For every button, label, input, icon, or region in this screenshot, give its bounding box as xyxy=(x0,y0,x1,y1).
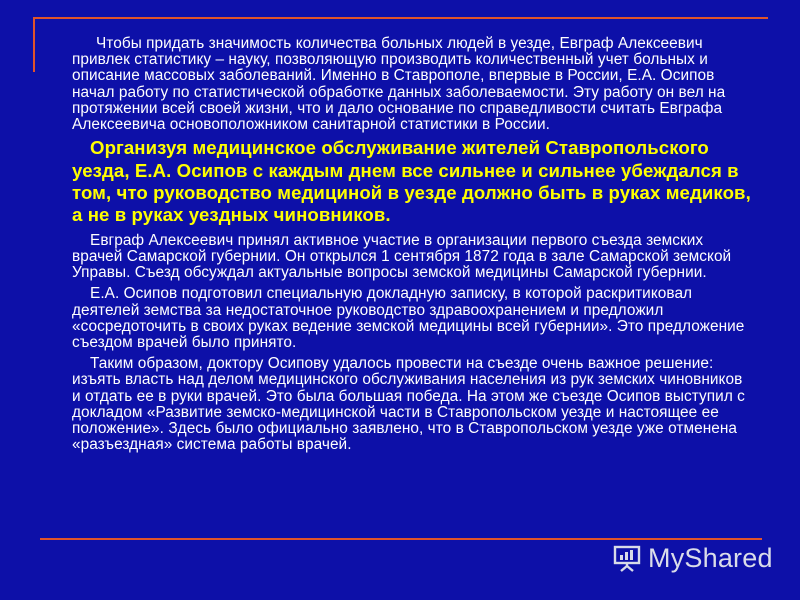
slide-body xyxy=(72,36,752,453)
paragraph-statistics: Чтобы придать значимость количества больных людей в уезде, Евграф Алексеевич привлек статистику – науку, позволяющую производить количественный учет больных и описание массовых заболеваний. Именно в Ставрополе, впервые в России, Е.А. Осипов начал работу по статистической обработке данных заболеваемости. Эту работу он вел на протяжении всей своей жизни, что и дало основание по справедливости считать Евграфа Алексеевича основоположником санитарной статистики в России. xyxy=(72,35,726,134)
watermark-text: MyShared xyxy=(648,542,773,573)
watermark xyxy=(612,538,782,578)
left-rule xyxy=(33,17,35,72)
paragraph-decision: Таким образом, доктору Осипову удалось провести на съезде очень важное решение: изъять власть над делом медицинского обслуживания населения из рук земских чиновников и отдать ее в руки врачей. Это была большая победа. На этом же съезде Осипов выступил с докладом «Развитие земско-медицинской части в Ставропольском уезде и настоящее ее положение». Здесь было официально заявлено, что в Ставропольском уезде уже отменена «разъездная» система работы врачей. xyxy=(72,355,745,454)
top-rule xyxy=(33,17,768,19)
paragraph-congress: Евграф Алексеевич принял активное участие в организации первого съезда земских врачей Самарской губернии. Он открылся 1 сентября 1872 года в зале Самарской земской Управы. Съезд обсуждал актуальные вопросы земской медицины Самарской губернии. xyxy=(72,231,732,282)
paragraph-memo: Е.А. Осипов подготовил специальную докладную записку, в которой раскритиковал деятелей земства за недостаточное руководство здравоохранением и предложил «сосредоточить в своих руках ведение земской медицины всей губернии». Это предложение съездом врачей было принято. xyxy=(72,285,745,352)
presentation-board-icon xyxy=(612,543,642,573)
highlight-paragraph: Организуя медицинское обслуживание жителей Ставропольского уезда, Е.А. Осипов с каждым днем все сильнее и сильнее убеждался в том, что руководство медициной в уезде должно быть в руках медиков, а не в руках уездных чиновников. xyxy=(72,137,751,226)
